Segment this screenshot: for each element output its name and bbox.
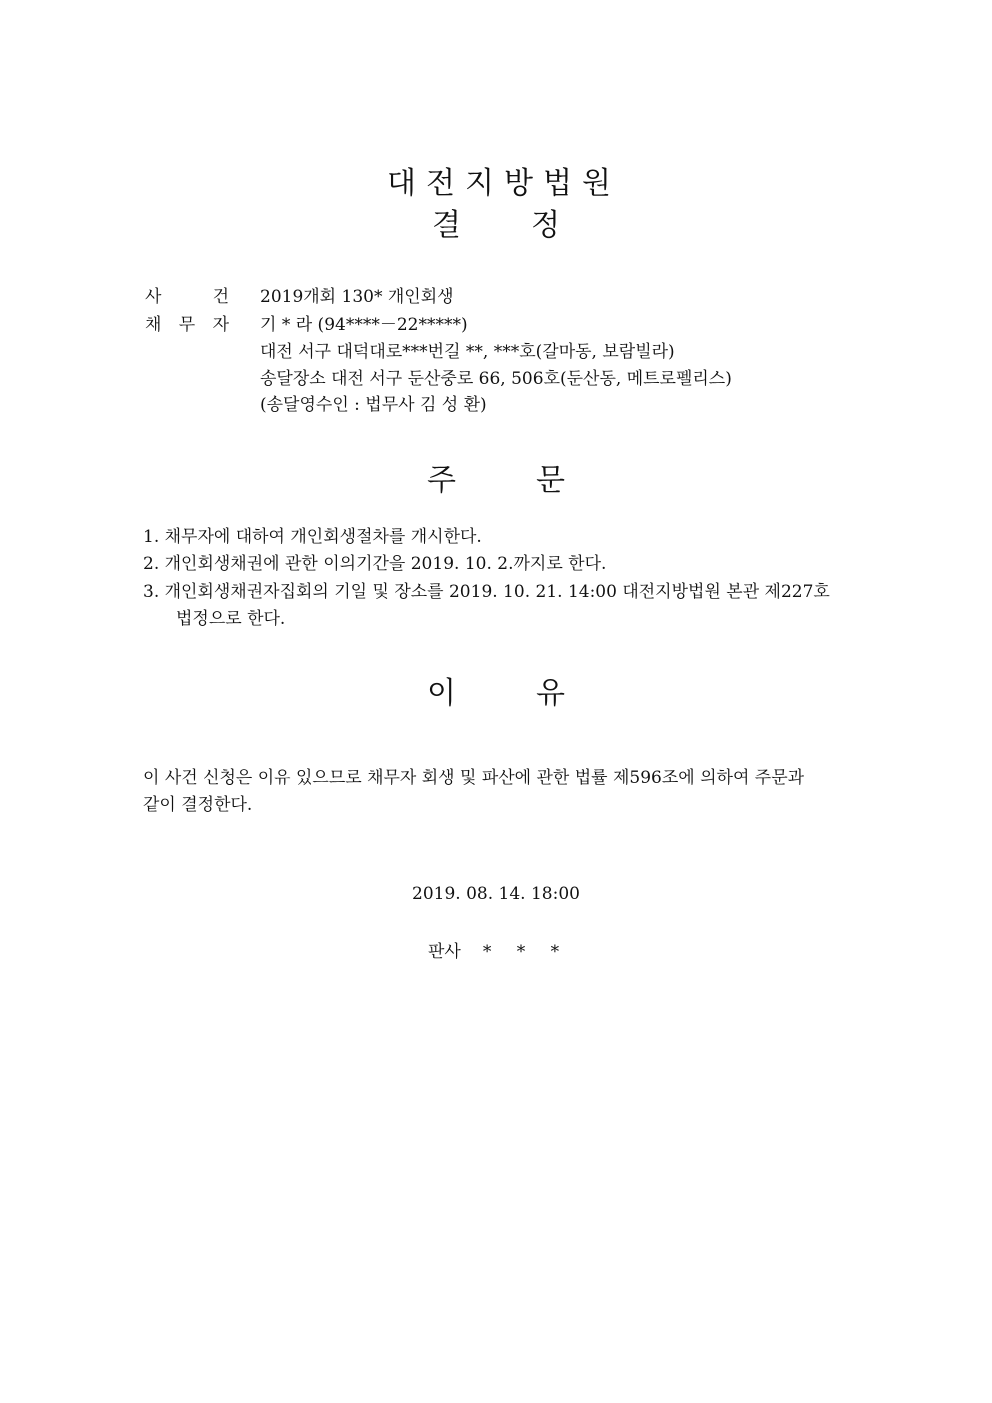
debtor-label-char: 채 [145, 315, 162, 335]
debtor-label-char: 자 [212, 315, 229, 335]
case-label [145, 282, 229, 307]
delivery-recipient: (송달영수인 : 법무사 김 성 환) [260, 395, 487, 415]
order-item-1: 1. 채무자에 대하여 개인회생절차를 개시한다. [143, 527, 482, 547]
reason-text-line-2: 같이 결정한다. [143, 795, 253, 815]
debtor-address: 대전 서구 대덕대로***번길 **, ***호(갈마동, 보람빌라) [260, 342, 675, 362]
case-number: 2019개회 130* 개인회생 [260, 287, 454, 307]
order-heading-char-2: 문 [536, 463, 565, 498]
reason-text-line-1: 이 사건 신청은 이유 있으므로 채무자 회생 및 파산에 관한 법률 제596조에 의하여 주문과 [143, 768, 805, 788]
judge-signature [428, 937, 569, 962]
order-item-3: 3. 개인회생채권자집회의 기일 및 장소를 2019. 10. 21. 14:00 대전지방법원 본관 제227호 [143, 582, 830, 602]
reason-heading-char-2: 유 [536, 676, 565, 711]
case-label-char: 건 [212, 287, 229, 307]
order-item-2: 2. 개인회생채권에 관한 이의기간을 2019. 10. 2.까지로 한다. [143, 554, 607, 574]
document-title-char-1: 결 [432, 208, 461, 243]
document-title [0, 200, 992, 244]
debtor-name: 기 * 라 (94****－22*****) [260, 315, 468, 335]
reason-heading-char-1: 이 [427, 676, 456, 711]
order-item-3-continued: 법정으로 한다. [176, 609, 286, 629]
judge-name: * * * [482, 942, 570, 962]
court-name: 대전지방법원 [387, 166, 621, 201]
judge-label: 판사 [428, 942, 461, 962]
debtor-label [145, 310, 229, 335]
order-heading-char-1: 주 [427, 463, 456, 498]
case-label-char: 사 [145, 287, 162, 307]
reason-heading [0, 668, 992, 712]
delivery-address: 송달장소 대전 서구 둔산중로 66, 506호(둔산동, 메트로펠리스) [260, 369, 732, 389]
order-heading [0, 455, 992, 499]
document-title-char-2: 정 [531, 208, 560, 243]
decision-date: 2019. 08. 14. 18:00 [412, 884, 580, 904]
debtor-label-char: 무 [178, 315, 196, 335]
